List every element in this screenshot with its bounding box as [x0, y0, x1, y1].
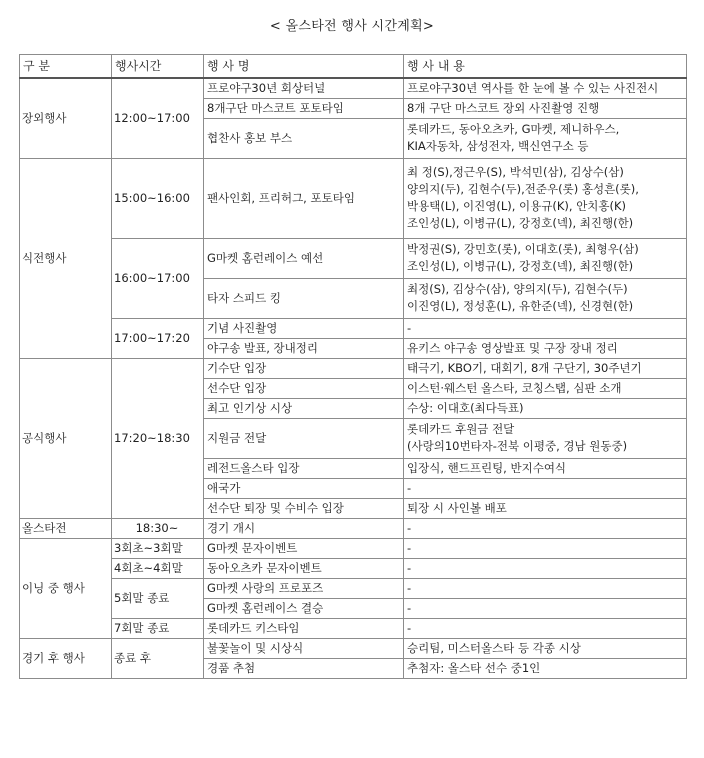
event-name-cell: 경기 개시: [204, 518, 404, 538]
event-details-cell: [404, 638, 687, 658]
category-cell: 공식행사: [20, 358, 112, 518]
event-details-cell: [404, 278, 687, 318]
table-row: [20, 618, 687, 638]
details-line: -: [407, 540, 412, 555]
event-details-cell: [404, 378, 687, 398]
event-details-cell: [404, 478, 687, 498]
time-cell: 16:00~17:00: [112, 238, 204, 318]
details-line: -: [407, 560, 412, 575]
header-event: 행 사 명: [204, 55, 404, 79]
details-line: 최 정(S),정근우(S), 박석민(삼), 김상수(삼): [407, 165, 624, 179]
details-line: 박용택(L), 이진영(L), 이용규(K), 안치홍(K): [407, 199, 627, 213]
details-line: 8개 구단 마스코트 장외 사진촬영 진행: [407, 100, 600, 115]
event-name-cell: 기념 사진촬영: [204, 318, 404, 338]
event-name-cell: G마켓 문자이벤트: [204, 538, 404, 558]
table-row: [20, 358, 687, 378]
table-row: [20, 318, 687, 338]
details-line: -: [407, 320, 412, 335]
time-cell: 17:20~18:30: [112, 358, 204, 518]
category-cell: 경기 후 행사: [20, 638, 112, 678]
event-details-cell: [404, 538, 687, 558]
event-details-cell: [404, 458, 687, 478]
details-line: 롯데카드, 동아오츠카, G마켓, 제니하우스,: [407, 122, 620, 136]
event-details-cell: [404, 318, 687, 338]
event-name-cell: G마켓 홈런레이스 결승: [204, 598, 404, 618]
time-cell: 5회말 종료: [112, 578, 204, 618]
page-title: < 올스타전 행사 시간계획>: [269, 19, 435, 34]
event-name-cell: 롯데카드 키스타임: [204, 618, 404, 638]
event-name-cell: 기수단 입장: [204, 358, 404, 378]
time-cell: 15:00~16:00: [112, 158, 204, 238]
event-name-cell: 선수단 퇴장 및 수비수 입장: [204, 498, 404, 518]
event-name-cell: 불꽃놀이 및 시상식: [204, 638, 404, 658]
time-cell: 종료 후: [112, 638, 204, 678]
time-cell: 17:00~17:20: [112, 318, 204, 358]
details-line: -: [407, 600, 412, 615]
table-row: [20, 518, 687, 538]
details-line: -: [407, 480, 412, 495]
event-details-cell: [404, 398, 687, 418]
event-details-cell: [404, 418, 687, 458]
event-details-cell: [404, 598, 687, 618]
event-name-cell: 프로야구30년 회상터널: [204, 78, 404, 98]
time-cell: 12:00~17:00: [112, 78, 204, 158]
event-details-cell: [404, 158, 687, 238]
event-details-cell: [404, 518, 687, 538]
event-name-cell: 야구송 발표, 장내정리: [204, 338, 404, 358]
event-name-cell: 애국가: [204, 478, 404, 498]
event-name-cell: 팬사인회, 프리허그, 포토타임: [204, 158, 404, 238]
table-row: [20, 558, 687, 578]
event-name-cell: 타자 스피드 킹: [204, 278, 404, 318]
event-name-cell: 동아오츠카 문자이벤트: [204, 558, 404, 578]
header-category: 구 분: [20, 55, 112, 79]
details-line: 최정(S), 김상수(삼), 양의지(두), 김현수(두): [407, 282, 628, 296]
table-header-row: [20, 55, 687, 79]
table-row: [20, 538, 687, 558]
event-name-cell: G마켓 사랑의 프로포즈: [204, 578, 404, 598]
event-name-cell: 지원금 전달: [204, 418, 404, 458]
event-name-cell: 8개구단 마스코트 포토타임: [204, 98, 404, 118]
time-cell: 3회초~3회말: [112, 538, 204, 558]
header-time: 행사시간: [112, 55, 204, 79]
event-details-cell: [404, 238, 687, 278]
event-details-cell: [404, 118, 687, 158]
event-name-cell: 레전드올스타 입장: [204, 458, 404, 478]
details-line: 추첨자: 올스타 선수 중1인: [407, 660, 541, 675]
event-details-cell: [404, 558, 687, 578]
details-line: 박정권(S), 강민호(롯), 이대호(롯), 최형우(삼): [407, 242, 639, 256]
details-line: -: [407, 580, 412, 595]
details-line: 승리팀, 미스터올스타 등 각종 시상: [407, 640, 581, 655]
event-details-cell: [404, 578, 687, 598]
time-cell: 4회초~4회말: [112, 558, 204, 578]
table-row: [20, 78, 687, 98]
category-cell: 식전행사: [20, 158, 112, 358]
category-cell: 올스타전: [20, 518, 112, 538]
details-line: 입장식, 핸드프린팅, 반지수여식: [407, 460, 567, 475]
table-row: [20, 158, 687, 238]
details-line: 이스턴·웨스턴 올스타, 코칭스탭, 심판 소개: [407, 380, 622, 395]
event-details-cell: [404, 98, 687, 118]
event-name-cell: 경품 추첨: [204, 658, 404, 678]
event-details-cell: [404, 78, 687, 98]
details-line: 양의지(두), 김현수(두),전준우(롯) 홍성흔(롯),: [407, 182, 639, 196]
details-line: 태극기, KBO기, 대회기, 8개 구단기, 30주년기: [407, 360, 642, 375]
event-details-cell: [404, 658, 687, 678]
details-line: -: [407, 520, 412, 535]
event-details-cell: [404, 338, 687, 358]
details-line: 유키스 야구송 영상발표 및 구장 장내 정리: [407, 340, 618, 355]
event-details-cell: [404, 358, 687, 378]
details-line: 수상: 이대호(최다득표): [407, 400, 524, 415]
time-cell: 7회말 종료: [112, 618, 204, 638]
header-details: 행 사 내 용: [404, 55, 687, 79]
details-line: (사랑의10번타자-전북 이평중, 경남 원동중): [407, 439, 628, 453]
details-line: 프로야구30년 역사를 한 눈에 볼 수 있는 사진전시: [407, 80, 659, 95]
time-cell: 18:30~: [112, 518, 204, 538]
event-name-cell: G마켓 홈런레이스 예선: [204, 238, 404, 278]
details-line: 롯데카드 후원금 전달: [407, 422, 515, 436]
event-details-cell: [404, 618, 687, 638]
schedule-table: [19, 54, 687, 679]
event-name-cell: 협찬사 홍보 부스: [204, 118, 404, 158]
details-line: 조인성(L), 이병규(L), 강정호(넥), 최진행(한): [407, 259, 634, 273]
details-line: -: [407, 620, 412, 635]
details-line: 조인성(L), 이병규(L), 강정호(넥), 최진행(한): [407, 216, 634, 230]
event-name-cell: 최고 인기상 시상: [204, 398, 404, 418]
details-line: 이진영(L), 정성훈(L), 유한준(넥), 신경현(한): [407, 299, 634, 313]
event-details-cell: [404, 498, 687, 518]
details-line: KIA자동차, 삼성전자, 백신연구소 등: [407, 139, 589, 153]
category-cell: 장외행사: [20, 78, 112, 158]
table-row: [20, 638, 687, 658]
event-name-cell: 선수단 입장: [204, 378, 404, 398]
category-cell: 이닝 중 행사: [20, 538, 112, 638]
table-row: [20, 578, 687, 598]
table-row: [20, 238, 687, 278]
details-line: 퇴장 시 사인볼 배포: [407, 500, 507, 515]
